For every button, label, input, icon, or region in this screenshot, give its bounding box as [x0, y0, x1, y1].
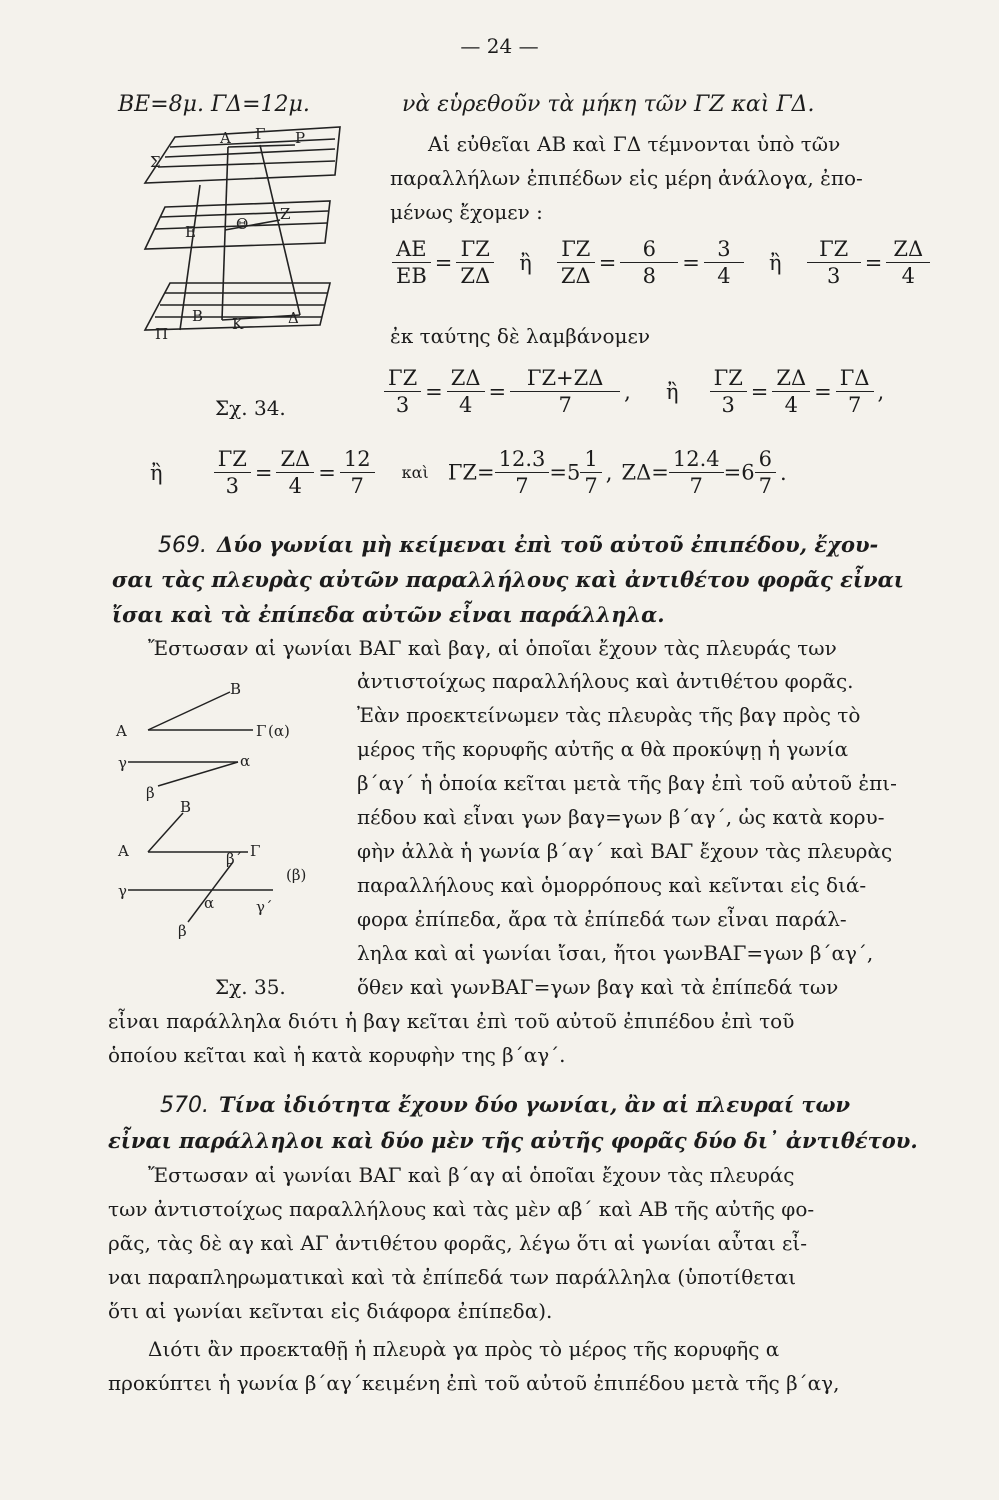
fig35-label-g1: γ — [118, 754, 127, 772]
plane-top — [145, 127, 340, 183]
problem-task: νὰ εὑρεθοῦν τὰ μήκη τῶν ΓΖ καὶ ΓΔ. — [402, 92, 815, 117]
s570-title-line-1: 570. Τίνα ἰδιότητα ἔχουν δύο γωνίαι, ἂν αἱ πλευραί των — [160, 1092, 851, 1118]
page-number: — 24 — — [460, 34, 539, 58]
p568-line-1: Αἱ εὐθεῖαι ΑΒ καὶ ΓΔ τέμνονται ὑπὸ τῶν — [428, 132, 841, 156]
equation-1: $\frac{AE}{EB}$ = $\frac{\Gamma Z}{Z\Delta}$ ἢ $\frac{\Gamma Z}{Z\Delta}$ = $\frac{6}{8}$ = $\frac{3}{4}$ ἢ $\frac{\Gamma Z}{3}$ = $\frac{Z\Delta}{4}$ — [392, 236, 930, 289]
fig34-label-sigma: Σ — [150, 153, 161, 171]
fig35a-side-ab — [158, 762, 238, 786]
fig35-label-a1: α — [240, 752, 251, 770]
s569-title-line-3: ἴσαι καὶ τὰ ἐπίπεδα αὐτῶν εἶναι παράλληλα. — [112, 602, 665, 627]
s569-full-line-2: ὁποίου κεῖται καὶ ἡ κατὰ κορυφὴν της β΄αγ΄. — [108, 1043, 566, 1067]
fig35-label-b2: β — [178, 922, 187, 940]
s570-line-1: Ἔστωσαν αἱ γωνίαι ΒΑΓ καὶ β΄αγ αἱ ὁποῖαι ἔχουν τὰς πλευράς — [148, 1163, 795, 1187]
s570-line-5: ὅτι αἱ γωνίαι κεῖνται εἰς διάφορα ἐπίπεδα). — [108, 1299, 553, 1323]
fig35-label-A1: Α — [116, 722, 127, 740]
fig34-caption: Σχ. 34. — [215, 396, 286, 420]
fig34-label-E: Ε — [185, 223, 196, 241]
fig35a-side-AB — [148, 692, 230, 730]
s569-side-line-2: Ἐὰν προεκτείνωμεν τὰς πλευρὰς τῆς βαγ πρὸς τὸ — [357, 703, 861, 727]
s570-line-2: των ἀντιστοίχως παραλλήλους καὶ τὰς μὲν αβ΄ καὶ ΑΒ τῆς αὐτῆς φο- — [108, 1197, 815, 1221]
fig34-label-A: Α — [220, 129, 231, 147]
s570-line-4: ναι παραπληρωματικαὶ καὶ τὰ ἐπίπεδά των παράλληλα (ὑποτίθεται — [108, 1265, 797, 1289]
s569-side-line-7: παραλλήλους καὶ ὁμορρόπους καὶ κεῖνται εἰς διά- — [357, 873, 867, 897]
s570-line-3: ρᾶς, τὰς δὲ αγ καὶ ΑΓ ἀντιθέτου φορᾶς, λέγω ὅτι αἱ γωνίαι αὗται εἶ- — [108, 1231, 807, 1255]
fig35-label-G2: Γ — [250, 842, 261, 860]
fig35-label-b1: β — [146, 784, 155, 802]
s569-side-line-3: μέρος τῆς κορυφῆς αὐτῆς α θὰ προκύψῃ ἡ γωνία — [357, 737, 849, 761]
fig35-label-G1: Γ — [256, 722, 267, 740]
fig35-label-B2: Β — [180, 798, 192, 816]
figure-34 — [140, 125, 375, 350]
p568-line-2: παραλλήλων ἐπιπέδων εἰς μέρη ἀνάλογα, ἐπο- — [390, 166, 863, 190]
s569-title-line-1: 569. Δύο γωνίαι μὴ κείμεναι ἐπὶ τοῦ αὐτοῦ ἐπιπέδου, ἔχου- — [158, 532, 879, 558]
fig35-label-g-prime: γ΄ — [256, 898, 273, 916]
s569-side-line-5: πέδου καὶ εἶναι γων βαγ=γων β΄αγ΄, ὡς κατὰ κορυ- — [357, 805, 885, 829]
fig35-caption: Σχ. 35. — [215, 975, 286, 999]
line-ab — [222, 147, 228, 320]
fig35-label-a2: α — [204, 894, 215, 912]
fig34-label-Pi: Π — [155, 325, 169, 343]
fig35-label-g2: γ — [118, 882, 127, 900]
fig34-label-Rho: Ρ — [295, 129, 306, 147]
s570-line-7: προκύπτει ἡ γωνία β΄αγ΄κειμένη ἐπὶ τοῦ αὐτοῦ ἐπιπέδου μετὰ τῆς β΄αγ, — [108, 1371, 840, 1395]
problem-given: ΒΕ=8μ. ΓΔ=12μ. — [118, 92, 310, 117]
s569-full-line-1: εἶναι παράλληλα διότι ἡ βαγ κεῖται ἐπὶ τοῦ αὐτοῦ ἐπιπέδου ἐπὶ τοῦ — [108, 1009, 795, 1033]
equation-2: $\frac{\Gamma Z}{3}$ = $\frac{Z\Delta}{4}$ = $\frac{\Gamma Z+Z\Delta}{7}$ , ἢ $\frac{\Gamma Z}{3}$ = $\frac{Z\Delta}{4}$ = $\frac{\Gamma\Delta}{7}$ , — [384, 365, 888, 418]
fig34-label-Theta: Θ — [236, 215, 249, 233]
s569-side-line-6: φὴν ἀλλὰ ἡ γωνία β΄αγ΄ καὶ ΒΑΓ ἔχουν τὰς πλευρὰς — [357, 839, 893, 863]
s569-side-line-9: ληλα καὶ αἱ γωνίαι ἴσαι, ἤτοι γωνΒΑΓ=γων β΄αγ΄, — [357, 941, 874, 965]
p568-line-3: μένως ἔχομεν : — [390, 200, 543, 224]
s569-side-line-1: ἀντιστοίχως παραλλήλους καὶ ἀντιθέτου φορᾶς. — [357, 669, 854, 693]
fig34-label-Z: Ζ — [280, 205, 291, 223]
p568-from-this: ἐκ ταύτης δὲ λαμβάνομεν — [390, 324, 651, 348]
fig35-label-b-prime: β΄ — [226, 850, 243, 868]
fig34-label-B: Β — [192, 307, 204, 325]
fig35b-side-bb — [188, 862, 233, 922]
fig35-label-B1: Β — [230, 680, 242, 698]
s570-title-line-2: εἶναι παράλληλοι καὶ δύο μὲν τῆς αὐτῆς φορᾶς δύο δι᾽ ἀντιθέτου. — [108, 1128, 918, 1153]
s569-first-line: Ἔστωσαν αἱ γωνίαι ΒΑΓ καὶ βαγ, αἱ ὁποῖαι ἔχουν τὰς πλευράς των — [148, 636, 837, 660]
fig34-label-Delta: Δ — [288, 309, 299, 327]
s570-line-6: Διότι ἂν προεκταθῇ ἡ πλευρὰ γα πρὸς τὸ μέρος τῆς κορυφῆς α — [148, 1337, 780, 1361]
s569-side-line-8: φορα ἐπίπεδα, ἄρα τὰ ἐπίπεδά των εἶναι παράλ- — [357, 907, 847, 931]
fig34-label-K: Κ — [232, 315, 244, 333]
figure-35 — [108, 680, 353, 945]
fig35b-side-AB — [148, 813, 183, 852]
fig35-part-b: (β) — [286, 866, 307, 884]
line-gd — [260, 145, 300, 315]
s569-side-line-10: ὅθεν καὶ γωνΒΑΓ=γων βαγ καὶ τὰ ἐπίπεδά των — [357, 975, 839, 999]
s569-title-line-2: σαι τὰς πλευρὰς αὐτῶν παραλλήλους καὶ ἀντιθέτου φορᾶς εἶναι — [112, 567, 904, 592]
fig35-part-a: (α) — [268, 722, 290, 740]
equation-3: ἢ $\frac{\Gamma Z}{3}$ = $\frac{Z\Delta}{4}$ = $\frac{12}{7}$ καὶ ΓΖ= $\frac{12.3}{7}$ =5 $\frac{1}{7}$ , ΖΔ= $\frac{12.4}{7}$ =6 $\frac{6}{7}$ . — [150, 447, 787, 498]
fig34-label-Gamma: Γ — [255, 125, 266, 143]
s569-side-line-4: β΄αγ΄ ἡ ὁποία κεῖται μετὰ τῆς βαγ ἐπὶ τοῦ αὐτοῦ ἐπι- — [357, 771, 897, 795]
fig35-label-A2: Α — [118, 842, 129, 860]
